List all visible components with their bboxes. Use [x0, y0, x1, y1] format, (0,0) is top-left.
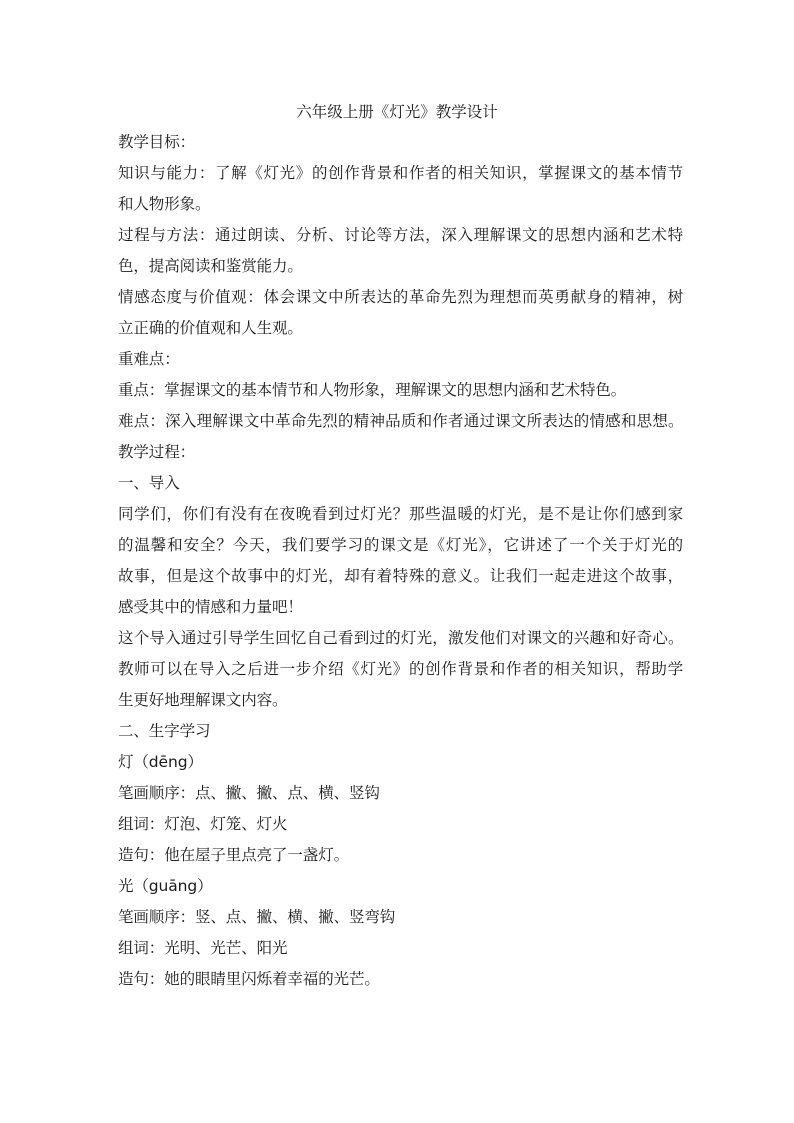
text-line: 这个导入通过引导学生回忆自己看到过的灯光，激发他们对课文的兴趣和好奇心。 — [118, 629, 683, 647]
text-line: 一、导入 — [118, 474, 180, 492]
text-line: 知识与能力：了解《灯光》的创作背景和作者的相关知识，掌握课文的基本情节 — [118, 164, 683, 182]
text-line: 组词：灯泡、灯笼、灯火 — [118, 815, 288, 833]
text-line: 灯（dēng） — [118, 753, 203, 771]
document-title: 六年级上册《灯光》教学设计 — [296, 103, 498, 121]
text-line: 立正确的价值观和人生观。 — [118, 319, 303, 337]
text-line: 和人物形象。 — [118, 195, 211, 213]
text-line: 笔画顺序：竖、点、撇、横、撇、竖弯钩 — [118, 908, 396, 926]
text-line: 二、生字学习 — [118, 722, 211, 740]
text-line: 色，提高阅读和鉴赏能力。 — [118, 257, 303, 275]
text-line: 笔画顺序：点、撇、撇、点、横、竖钩 — [118, 784, 380, 802]
text-line: 的温馨和安全？今天，我们要学习的课文是《灯光》，它讲述了一个关于灯光的 — [118, 536, 683, 554]
text-line: 情感态度与价值观：体会课文中所表达的革命先烈为理想而英勇献身的精神，树 — [118, 288, 683, 306]
text-line: 组词：光明、光芒、阳光 — [118, 939, 288, 957]
text-line: 重难点： — [118, 350, 180, 368]
text-line: 故事，但是这个故事中的灯光，却有着特殊的意义。让我们一起走进这个故事， — [118, 567, 683, 585]
text-line: 教学目标： — [118, 133, 196, 151]
text-line: 教师可以在导入之后进一步介绍《灯光》的创作背景和作者的相关知识，帮助学 — [118, 660, 683, 678]
document-body — [118, 130, 683, 998]
text-line: 教学过程： — [118, 443, 196, 461]
text-line: 过程与方法：通过朗读、分析、讨论等方法，深入理解课文的思想内涵和艺术特 — [118, 226, 683, 244]
text-line: 重点：掌握课文的基本情节和人物形象，理解课文的思想内涵和艺术特色。 — [118, 381, 627, 399]
text-line: 难点：深入理解课文中革命先烈的精神品质和作者通过课文所表达的情感和思想。 — [118, 412, 683, 430]
text-line: 同学们，你们有没有在夜晚看到过灯光？那些温暖的灯光，是不是让你们感到家 — [118, 505, 683, 523]
text-line: 造句：他在屋子里点亮了一盏灯。 — [118, 846, 350, 864]
text-line: 造句：她的眼睛里闪烁着幸福的光芒。 — [118, 970, 380, 988]
text-line: 生更好地理解课文内容。 — [118, 691, 288, 709]
text-line: 感受其中的情感和力量吧！ — [118, 598, 303, 616]
text-line: 光（guāng） — [118, 877, 213, 895]
